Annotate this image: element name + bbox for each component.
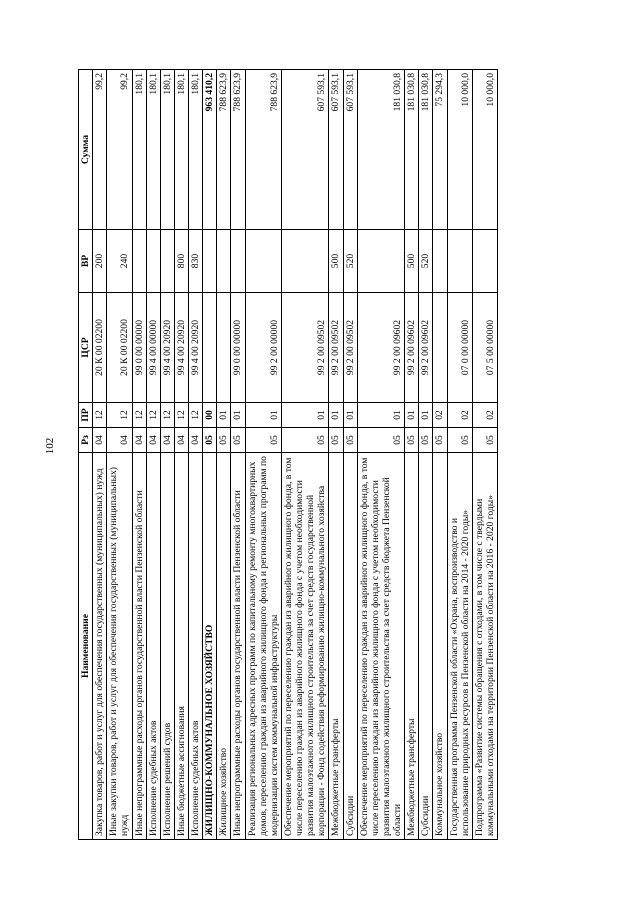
row-rz: 04 <box>146 428 160 453</box>
row-name: Субсидии <box>343 453 357 840</box>
row-pr: 01 <box>231 403 245 428</box>
row-csr: 99 4 00 20920 <box>189 293 203 403</box>
table-row <box>174 70 188 840</box>
header-pr: ПР <box>79 403 93 428</box>
row-vr <box>472 230 497 293</box>
header-rz: Рз <box>79 428 93 453</box>
row-rz: 05 <box>357 428 405 453</box>
row-pr: 01 <box>281 403 329 428</box>
row-rz: 04 <box>107 428 132 453</box>
row-rz: 05 <box>433 428 447 453</box>
row-name: Межбюджетные трансферты <box>405 453 419 840</box>
table-row <box>93 70 107 840</box>
row-name: Коммунальное хозяйство <box>433 453 447 840</box>
row-csr: 99 2 00 09502 <box>343 293 357 403</box>
row-pr: 01 <box>357 403 405 428</box>
row-name: Иные бюджетные ассигнования <box>174 453 188 840</box>
row-csr: 99 4 00 00000 <box>146 293 160 403</box>
page-number: 102 <box>44 437 56 455</box>
table-row <box>189 70 203 840</box>
row-sum: 180,1 <box>132 70 146 230</box>
table-row <box>433 70 447 840</box>
row-pr: 01 <box>405 403 419 428</box>
row-csr: 99 2 00 09602 <box>357 293 405 403</box>
row-vr <box>281 230 329 293</box>
row-sum: 607 593,1 <box>329 70 343 230</box>
row-rz: 04 <box>189 428 203 453</box>
table-row <box>405 70 419 840</box>
row-rz: 05 <box>245 428 281 453</box>
row-rz: 04 <box>174 428 188 453</box>
row-name: Межбюджетные трансферты <box>329 453 343 840</box>
row-vr <box>245 230 281 293</box>
row-csr: 99 2 00 00000 <box>245 293 281 403</box>
row-vr: 520 <box>343 230 357 293</box>
row-name: Подпрограмма «Развитие системы обращения с отходами, в том числе с твердыми коммунальными отходами на территории Пензенской области на 2016 - 2020 годы» <box>472 453 497 840</box>
row-csr: 99 0 00 00000 <box>231 293 245 403</box>
row-name: Иные непрограммные расходы органов государственной власти Пензенской области <box>132 453 146 840</box>
table-row <box>343 70 357 840</box>
row-rz: 05 <box>329 428 343 453</box>
row-sum: 180,1 <box>189 70 203 230</box>
row-csr: 99 2 00 09602 <box>405 293 419 403</box>
row-csr: 07 5 00 00000 <box>472 293 497 403</box>
row-rz: 05 <box>231 428 245 453</box>
row-vr: 520 <box>419 230 433 293</box>
row-sum: 99,2 <box>93 70 107 230</box>
row-sum: 10 000,0 <box>447 70 472 230</box>
row-sum: 180,1 <box>174 70 188 230</box>
row-sum: 181 030,8 <box>419 70 433 230</box>
row-sum: 181 030,8 <box>357 70 405 230</box>
row-name: Реализация региональных адресных программ по капитальному ремонту многоквартирных домов, переселению граждан из аварийного жилищного фонда и региональных программ по модернизации систем коммунальной инфраструктуры <box>245 453 281 840</box>
row-sum: 607 593,1 <box>343 70 357 230</box>
row-csr: 99 2 00 09502 <box>281 293 329 403</box>
row-vr: 500 <box>405 230 419 293</box>
header-name: Наименование <box>79 453 93 840</box>
row-rz: 05 <box>405 428 419 453</box>
row-vr: 500 <box>329 230 343 293</box>
row-csr <box>433 293 447 403</box>
row-csr: 99 4 00 20920 <box>174 293 188 403</box>
row-rz: 05 <box>419 428 433 453</box>
row-vr: 240 <box>107 230 132 293</box>
row-rz: 05 <box>343 428 357 453</box>
row-vr: 800 <box>174 230 188 293</box>
table-row <box>217 70 231 840</box>
row-name: Субсидии <box>419 453 433 840</box>
row-sum: 99,2 <box>107 70 132 230</box>
row-csr: 07 0 00 00000 <box>447 293 472 403</box>
row-pr: 02 <box>472 403 497 428</box>
row-pr: 12 <box>132 403 146 428</box>
row-name: Исполнение решений судов <box>160 453 174 840</box>
row-csr <box>217 293 231 403</box>
row-sum: 10 000,0 <box>472 70 497 230</box>
row-csr: 99 2 00 09502 <box>329 293 343 403</box>
row-rz: 05 <box>203 428 217 453</box>
row-csr: 99 0 00 00000 <box>132 293 146 403</box>
row-vr: 830 <box>189 230 203 293</box>
table-row <box>419 70 433 840</box>
row-name: Обеспечение мероприятий по переселению граждан из аварийного жилищного фонда, в том числе переселению граждан из аварийного жилищного фонда с учетом необходимости развития малоэтажного жилищного строительства за счет средств государственной корпорации - Фонд содействия реформированию жилищно-коммунального хозяйства <box>281 453 329 840</box>
header-csr: ЦСР <box>79 293 93 403</box>
row-sum: 788 623,9 <box>231 70 245 230</box>
row-vr <box>160 230 174 293</box>
row-rz: 05 <box>281 428 329 453</box>
row-csr: 20 К 00 02200 <box>107 293 132 403</box>
row-rz: 04 <box>132 428 146 453</box>
row-rz: 04 <box>160 428 174 453</box>
row-pr: 01 <box>419 403 433 428</box>
row-rz: 04 <box>93 428 107 453</box>
row-csr <box>203 293 217 403</box>
row-vr: 200 <box>93 230 107 293</box>
row-pr: 12 <box>93 403 107 428</box>
table-row <box>203 70 217 840</box>
row-name: Обеспечение мероприятий по переселению граждан из аварийного жилищного фонда, в том числе переселению граждан из аварийного жилищного фонда с учетом необходимости развития малоэтажного жилищного строительства за счет средств бюджета Пензенской области <box>357 453 405 840</box>
budget-table <box>78 69 498 840</box>
row-sum: 181 030,8 <box>405 70 419 230</box>
row-pr: 12 <box>174 403 188 428</box>
row-pr: 12 <box>189 403 203 428</box>
header-vr: ВР <box>79 230 93 293</box>
row-vr <box>447 230 472 293</box>
table-row <box>107 70 132 840</box>
row-name: Жилищное хозяйство <box>217 453 231 840</box>
row-pr: 02 <box>433 403 447 428</box>
row-pr: 00 <box>203 403 217 428</box>
row-pr: 01 <box>343 403 357 428</box>
row-pr: 12 <box>160 403 174 428</box>
row-pr: 01 <box>245 403 281 428</box>
row-sum: 788 623,9 <box>245 70 281 230</box>
row-name: Исполнение судебных актов <box>189 453 203 840</box>
row-sum: 180,1 <box>146 70 160 230</box>
rotated-page-content <box>78 70 586 840</box>
header-sum: Сумма <box>79 70 93 230</box>
row-pr: 02 <box>447 403 472 428</box>
row-vr <box>357 230 405 293</box>
row-vr <box>217 230 231 293</box>
row-csr: 99 2 00 09602 <box>419 293 433 403</box>
row-sum: 180,1 <box>160 70 174 230</box>
row-pr: 01 <box>217 403 231 428</box>
row-vr <box>146 230 160 293</box>
table-row <box>329 70 343 840</box>
row-name: Иные непрограммные расходы органов государственной власти Пензенской области <box>231 453 245 840</box>
row-sum: 788 623,9 <box>217 70 231 230</box>
table-body <box>93 70 498 840</box>
row-vr <box>231 230 245 293</box>
row-pr: 12 <box>146 403 160 428</box>
row-sum: 963 410,2 <box>203 70 217 230</box>
row-vr <box>203 230 217 293</box>
row-name: ЖИЛИЩНО-КОММУНАЛЬНОЕ ХОЗЯЙСТВО <box>203 453 217 840</box>
row-pr: 01 <box>329 403 343 428</box>
row-rz: 05 <box>217 428 231 453</box>
table-row <box>132 70 146 840</box>
row-vr <box>433 230 447 293</box>
table-row <box>160 70 174 840</box>
table-header-row <box>79 70 93 840</box>
table-row <box>472 70 497 840</box>
row-sum: 75 294,3 <box>433 70 447 230</box>
row-csr: 99 4 00 20920 <box>160 293 174 403</box>
row-name: Исполнение судебных актов <box>146 453 160 840</box>
table-row <box>146 70 160 840</box>
table-row <box>231 70 245 840</box>
table-row <box>357 70 405 840</box>
table-row <box>281 70 329 840</box>
row-name: Государственная программа Пензенской области «Охрана, воспроизводство и использование природных ресурсов в Пензенской области на 2014 - 2020 годы» <box>447 453 472 840</box>
row-csr: 20 К 00 02200 <box>93 293 107 403</box>
row-rz: 05 <box>472 428 497 453</box>
row-sum: 607 593,1 <box>281 70 329 230</box>
row-vr <box>132 230 146 293</box>
row-name: Иные закупки товаров, работ и услуг для обеспечения государственных (муниципальных) нужд <box>107 453 132 840</box>
row-rz: 05 <box>447 428 472 453</box>
table-row <box>447 70 472 840</box>
table-row <box>245 70 281 840</box>
row-name: Закупка товаров, работ и услуг для обеспечения государственных (муниципальных) нужд <box>93 453 107 840</box>
row-pr: 12 <box>107 403 132 428</box>
